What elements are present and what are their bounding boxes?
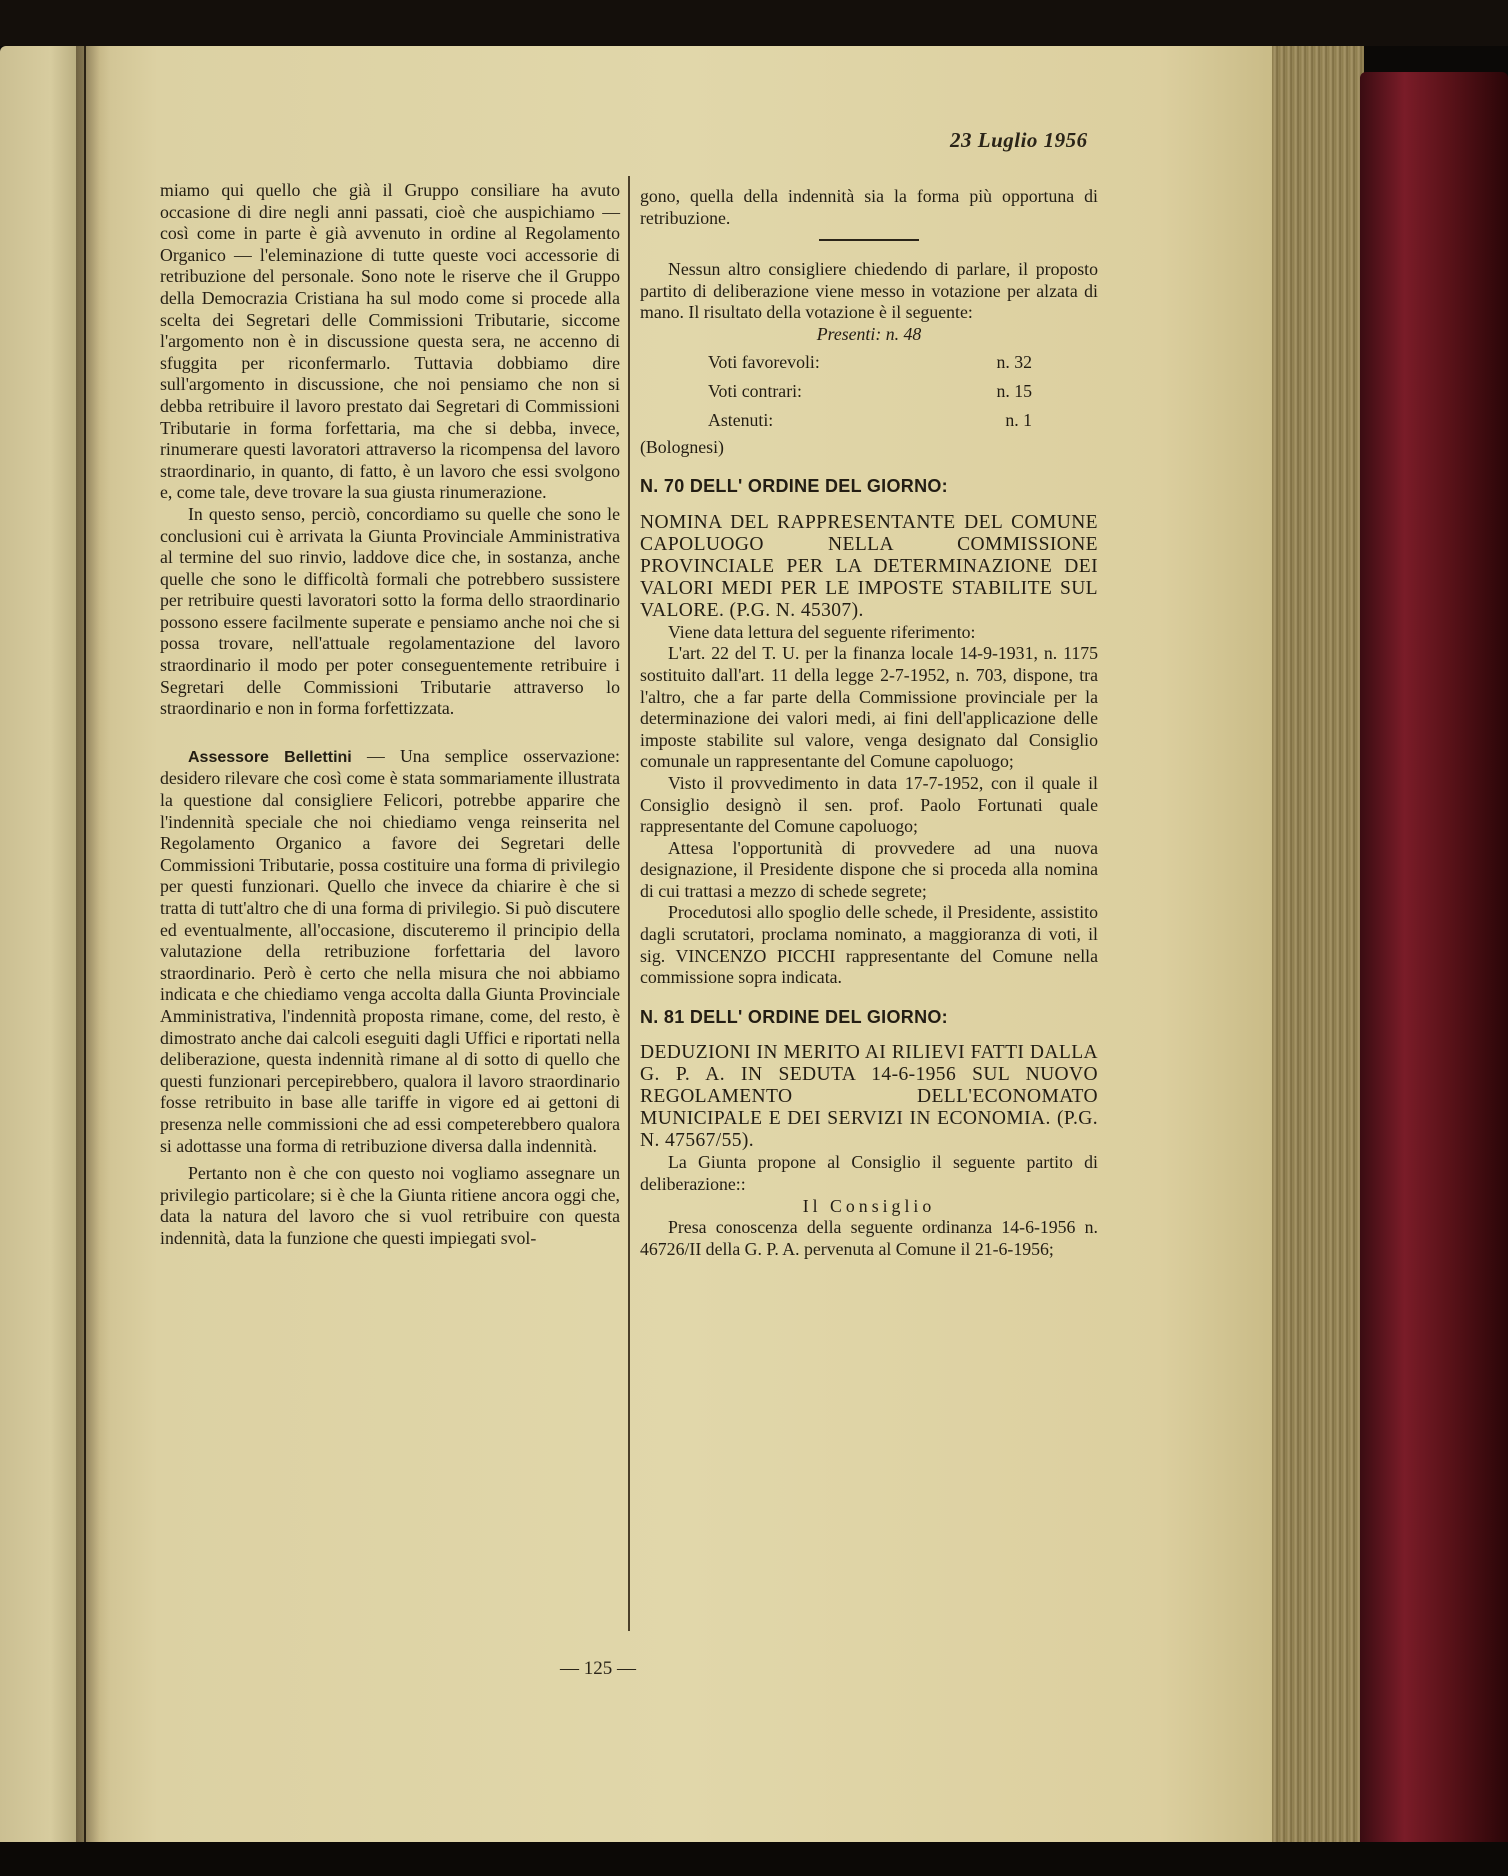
- agenda-item-heading: N. 70 DELL' ORDINE DEL GIORNO:: [640, 476, 948, 497]
- astenuti-note: (Bolognesi): [640, 436, 724, 457]
- speaker-paragraph: [160, 746, 620, 1157]
- presenti-value: : n. 48: [875, 323, 922, 344]
- paragraph: In questo senso, perciò, concordiamo su quelle che sono le conclusioni cui è arrivata la Giunta Provinciale Amministrativa al termine del suo rinvio, laddove dice che, in sostanza, anche quelle che sono le difficoltà formali che potrebbero sussistere per retribuire questi lavoratori sotto la forma dello straordinario possono essere facilmente superate e pensiamo anche noi che si possa trovare, nell'attuale regolamentazione del lavoro straordinario il modo per poter conseguentemente retribuire i Segretari delle Commissioni Tributarie attraverso lo straordinario e non in forma forfettizzata.: [160, 503, 620, 719]
- page-header-date: 23 Luglio 1956: [950, 128, 1088, 152]
- speaker-name: Assessore Bellettini: [188, 748, 352, 766]
- paragraph: Nessun altro consigliere chiedendo di parlare, il proposto partito di deliberazione viene messo in votazione per alzata di mano. Il risultato della votazione è il seguente:: [640, 259, 1098, 323]
- paragraph: L'art. 22 del T. U. per la finanza locale 14-9-1931, n. 1175 sostituito dall'art. 11 della legge 2-7-1952, n. 703, dispone, tra l'altro, che a far parte della Commissione provinciale per la determinazione dei valori medi, ai fini dell'applicazione delle imposte stabilite sul valore, venga designato dal Consiglio comunale un rappresentante del Comune capoluogo;: [640, 643, 1098, 772]
- book-background-bottom: [0, 1842, 1508, 1876]
- agenda-item-title: NOMINA DEL RAPPRESENTANTE DEL COMUNE CAPOLUOGO NELLA COMMISSIONE PROVINCIALE PER LA DETERMINAZIONE DEI VALORI MEDI PER LE IMPOSTE STABILITE SUL VALORE. (P.G. N. 45307).: [640, 511, 1098, 621]
- speaker-text: — Una semplice osservazione: desidero rilevare che così come è stata sommariamente illustrata la questione dal consigliere Felicori, potrebbe apparire che l'indennità speciale che noi chiediamo venga reinserita nel Regolamento Organico a favore dei Segretari delle Commissioni Tributarie, possa costituire una forma di privilegio per questi funzionari. Quello che invece da chiarire è che si tratta di tutt'altro che di una forma di privilegio. Si può discutere ed eventualmente, all'occasione, discuteremo il principio della valutazione della retribuzione forfettaria del lavoro straordinario. Però è certo che nella misura che noi abbiamo indicata e che chiediamo venga accolta dalla Giunta Provinciale Amministrativa, l'indennità proposta rimane, come, del resto, è dimostrato anche dai calcoli eseguiti dagli Uffici e riportati nella deliberazione, questa indennità rimane al di sotto di quello che questi funzionari percepirebbero, qualora il lavoro straordinario fosse retribuito in base alle tariffe in vigore ed ai gettoni di presenza nelle commissioni che ad essi competerebbero qualora si adottasse una forma di retribuzione diversa dalla indennità.: [160, 745, 620, 1156]
- vote-value: n. 1: [1005, 409, 1032, 430]
- page-number: — 125 —: [560, 1658, 636, 1679]
- vote-row: [640, 350, 1098, 375]
- paragraph: Visto il provvedimento in data 17-7-1952, con il quale il Consiglio designò il sen. prof. Paolo Fortunati quale rappresentante del Comune capoluogo;: [640, 772, 1098, 837]
- paragraph: miamo qui quello che già il Gruppo consiliare ha avuto occasione di dire negli anni passati, cioè che auspichiamo — così come in parte è già avvenuto in ordine al Regolamento Organico — l'eleminazione di tutte queste voci accessorie di retribuzione del personale. Sono note le riserve che il Gruppo della Democrazia Cristiana ha sul modo come si procede alla scelta dei Segretari delle Commissioni Tributarie, siccome l'argomento non è in discussione questa sera, ne accenno di sfuggita per riconfermarlo. Tuttavia dobbiamo dire sull'argomento in discussione, che noi pensiamo che non si debba retribuire il lavoro prestato dai Segretari di Commissioni Tributarie in forma forfettaria, ma che si debba, invece, rinumerare questi lavoratori attraverso la ricompensa del lavoro straordinario, in quanto, di fatto, è un lavoro che essi svolgono e, come tale, deve trovare la sua giusta rinumerazione.: [160, 180, 620, 503]
- presenti-label: Presenti: [816, 323, 876, 344]
- paragraph: La Giunta propone al Consiglio il seguente partito di deliberazione::: [640, 1152, 1098, 1195]
- page-gutter: [76, 46, 110, 1842]
- paragraph: Pertanto non è che con questo noi vogliamo assegnare un privilegio particolare; si è che la Giunta ritiene ancora oggi che, data la natura del lavoro che si vuol retribuire con questa indennità, data la funzione che questi impiegati svol-: [160, 1163, 620, 1248]
- vote-row: [640, 379, 1098, 404]
- paragraph: Procedutosi allo spoglio delle schede, il Presidente, assistito dagli scrutatori, proclama nominato, a maggioranza di voti, il sig. VINCENZO PICCHI rappresentante del Comune nella commissione sopra indicata.: [640, 902, 1098, 988]
- vote-value: n. 15: [996, 380, 1032, 401]
- paragraph: Attesa l'opportunità di provvedere ad una nuova designazione, il Presidente dispone che si proceda alla nomina di cui trattasi a mezzo di schede segrete;: [640, 837, 1098, 901]
- vote-label: Voti contrari:: [708, 380, 802, 401]
- vote-label: Voti favorevoli:: [708, 351, 820, 372]
- agenda-item-title: DEDUZIONI IN MERITO AI RILIEVI FATTI DALLA G. P. A. IN SEDUTA 14-6-1956 SUL NUOVO REGOLAMENTO DELL'ECONOMATO MUNICIPALE E DEI SERVIZI IN ECONOMIA. (P.G. N. 47567/55).: [640, 1042, 1098, 1152]
- paragraph: Viene data lettura del seguente riferimento:: [668, 621, 976, 642]
- left-column: [160, 180, 620, 1250]
- book-background-top: [0, 0, 1508, 46]
- section-rule: [819, 239, 919, 241]
- column-divider: [628, 176, 630, 1631]
- paragraph: gono, quella della indennità sia la forma più opportuna di retribuzione.: [640, 186, 1098, 228]
- section-heading: Il Consiglio: [802, 1195, 936, 1216]
- left-page-edge: [0, 46, 84, 1842]
- book-spine: [1360, 72, 1508, 1852]
- vote-row: [640, 408, 1098, 433]
- spacer: [160, 720, 620, 746]
- presenti-line: [640, 324, 1098, 346]
- vote-label: Astenuti:: [708, 409, 774, 430]
- page-block-edge: [1272, 46, 1364, 1842]
- right-column: [640, 186, 1098, 1260]
- agenda-item-heading: N. 81 DELL' ORDINE DEL GIORNO:: [640, 1006, 948, 1027]
- paragraph: Presa conoscenza della seguente ordinanza 14-6-1956 n. 46726/II della G. P. A. pervenuta al Comune il 21-6-1956;: [640, 1217, 1098, 1259]
- vote-value: n. 32: [996, 351, 1032, 372]
